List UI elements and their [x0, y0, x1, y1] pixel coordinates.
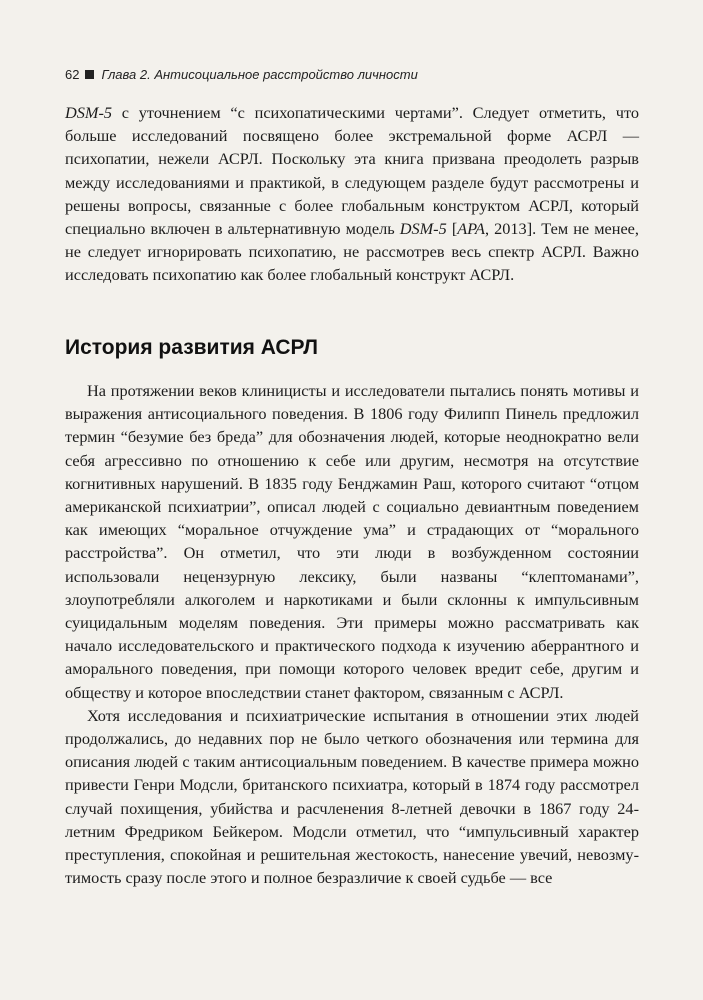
section-paragraph-1: На протяжении веков клиницисты и исследователи пытались понять мотивы и выражения антисоциального поведения. В 1806 году Филипп Пинель предложил термин “безумие без бреда” для обозначения людей, которые неоднократно вели себя агрессивно по отношению к себе или другим, несмотря на отсутствие когнитивных нарушений. В 1835 году Бенджамин Раш, которого считают “отцом американской психиатрии”, описал людей с социально девиантным поведением как имеющих “моральное отчуждение ума” и страдающих от “морального расстройства”. Он отметил, что эти люди в возбужденном состоянии использовали нецензурную лексику, были названы “клептоманами”, злоупотребляли алкоголем и наркотиками и были склонны к импульсивным суицидальным моделям поведения. Эти примеры можно рассматривать как начало исследовательского и практического подхода к изучению аберрантного и аморального поведения, при помощи которого человек вредит себе, другим и обществу и которое впоследствии станет фактором, связанным с АСРЛ. [65, 381, 639, 702]
intro-dsm-ref-2: DSM-5 [399, 219, 447, 239]
square-bullet-icon [85, 70, 94, 79]
intro-text [65, 101, 639, 287]
intro-apa-ref: APA [457, 219, 485, 239]
section-body [65, 379, 639, 889]
chapter-title: Глава 2. Антисоциальное расстройство личности [101, 67, 418, 82]
intro-text-c: , 2013]. Тем не менее, не следует игнорировать психопатию, не рассмотрев весь спектр АСРЛ. Важно исследовать психопатию как более глобальный конструкт АСРЛ. [65, 219, 639, 285]
page-number: 62 [65, 67, 80, 82]
section-paragraph-2: Хотя исследования и психиатрические испытания в отношении этих людей продолжались, до недавних пор не было четкого обозначения или термина для описания людей с таким антисоциальным поведением. В качестве примера можно привести Генри Модсли, британского психиатра, который в 1874 году рассмотрел случай похищения, убийства и расчленения 8-летней девочки в 1867 году 24-летним Фредриком Бейкером. Модсли отметил, что “импульсивный характер преступления, спокойная и решительная жестокость, нанесение увечий, невозмутимость сразу после этого и полное безразличие к своей судьбе — все [65, 705, 639, 888]
intro-text-b: [ [446, 219, 458, 239]
running-head [65, 66, 640, 84]
intro-dsm-ref: DSM-5 [65, 103, 113, 122]
section-heading: История развития АСРЛ [65, 336, 318, 359]
intro-paragraph [65, 101, 639, 287]
intro-text-a: с уточнением “с психопатическими чертами”. Следует отметить, что больше исследований посвящено более экстремальной форме АСРЛ — психопатии, нежели АСРЛ. Поскольку эта книга призвана преодолеть разрыв между исследованиями и практикой, в следующем разделе будут рассмотрены и решены вопросы, связанные с более глобальным конструктом АСРЛ, который специально включен в альтернативную модель [65, 103, 639, 239]
